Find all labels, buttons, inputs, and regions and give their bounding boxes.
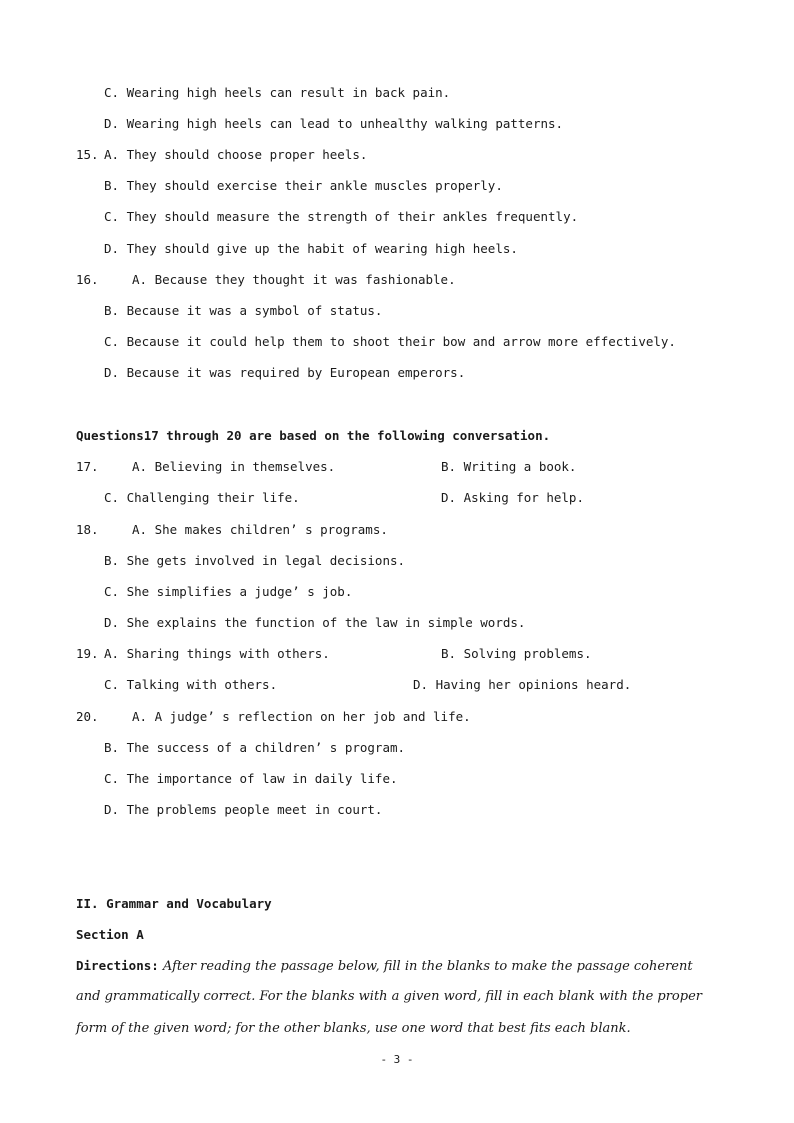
q17-option-a: A. Believing in themselves. [132, 459, 336, 474]
directions-text-1: After reading the passage below, fill in the blanks to make the passage coherent [158, 959, 693, 974]
q20-number: 20. [76, 709, 99, 724]
directions-line-1 [76, 958, 693, 975]
q16-option-a: A. Because they thought it was fashionable. [132, 272, 456, 287]
q19-option-c: C. Talking with others. [104, 677, 278, 692]
q19-option-b: B. Solving problems. [441, 646, 592, 661]
q16-option-b: B. Because it was a symbol of status. [104, 303, 383, 318]
q14-option-c: C. Wearing high heels can result in back pain. [104, 85, 451, 100]
q17-option-d: D. Asking for help. [441, 490, 584, 505]
q18-option-c: C. She simplifies a judge’ s job. [104, 584, 353, 599]
q16-number: 16. [76, 272, 99, 287]
q19-option-d: D. Having her opinions heard. [413, 677, 632, 692]
directions-label: Directions: [76, 958, 159, 973]
q19-number: 19. [76, 646, 99, 661]
q15-number: 15. [76, 147, 99, 162]
q17-option-b: B. Writing a book. [441, 459, 577, 474]
q18-option-a: A. She makes children’ s programs. [132, 522, 388, 537]
directions-line-3: form of the given word; for the other blanks, use one word that best fits each blank. [76, 1021, 631, 1036]
q20-option-b: B. The success of a children’ s program. [104, 740, 406, 755]
q17-number: 17. [76, 459, 99, 474]
page-number: - 3 - [380, 1053, 414, 1066]
q16-option-d: D. Because it was required by European emperors. [104, 365, 466, 380]
q15-option-d: D. They should give up the habit of wearing high heels. [104, 241, 518, 256]
q15-option-b: B. They should exercise their ankle muscles properly. [104, 178, 503, 193]
directions-line-2: and grammatically correct. For the blanks with a given word, fill in each blank with the proper [76, 989, 702, 1004]
q19-option-a: A. Sharing things with others. [104, 646, 330, 661]
part2-title: II. Grammar and Vocabulary [76, 896, 272, 911]
q20-option-d: D. The problems people meet in court. [104, 802, 383, 817]
q17-option-c: C. Challenging their life. [104, 490, 300, 505]
q20-option-a: A. A judge’ s reflection on her job and life. [132, 709, 471, 724]
q15-option-c: C. They should measure the strength of their ankles frequently. [104, 209, 579, 224]
section-a-heading: Section A [76, 927, 144, 942]
q16-option-c: C. Because it could help them to shoot their bow and arrow more effectively. [104, 334, 676, 349]
q15-option-a: A. They should choose proper heels. [104, 147, 368, 162]
conversation-heading: Questions17 through 20 are based on the following conversation. [76, 428, 551, 443]
q14-option-d: D. Wearing high heels can lead to unhealthy walking patterns. [104, 116, 564, 131]
q18-number: 18. [76, 522, 99, 537]
q18-option-d: D. She explains the function of the law in simple words. [104, 615, 526, 630]
q18-option-b: B. She gets involved in legal decisions. [104, 553, 406, 568]
q20-option-c: C. The importance of law in daily life. [104, 771, 398, 786]
